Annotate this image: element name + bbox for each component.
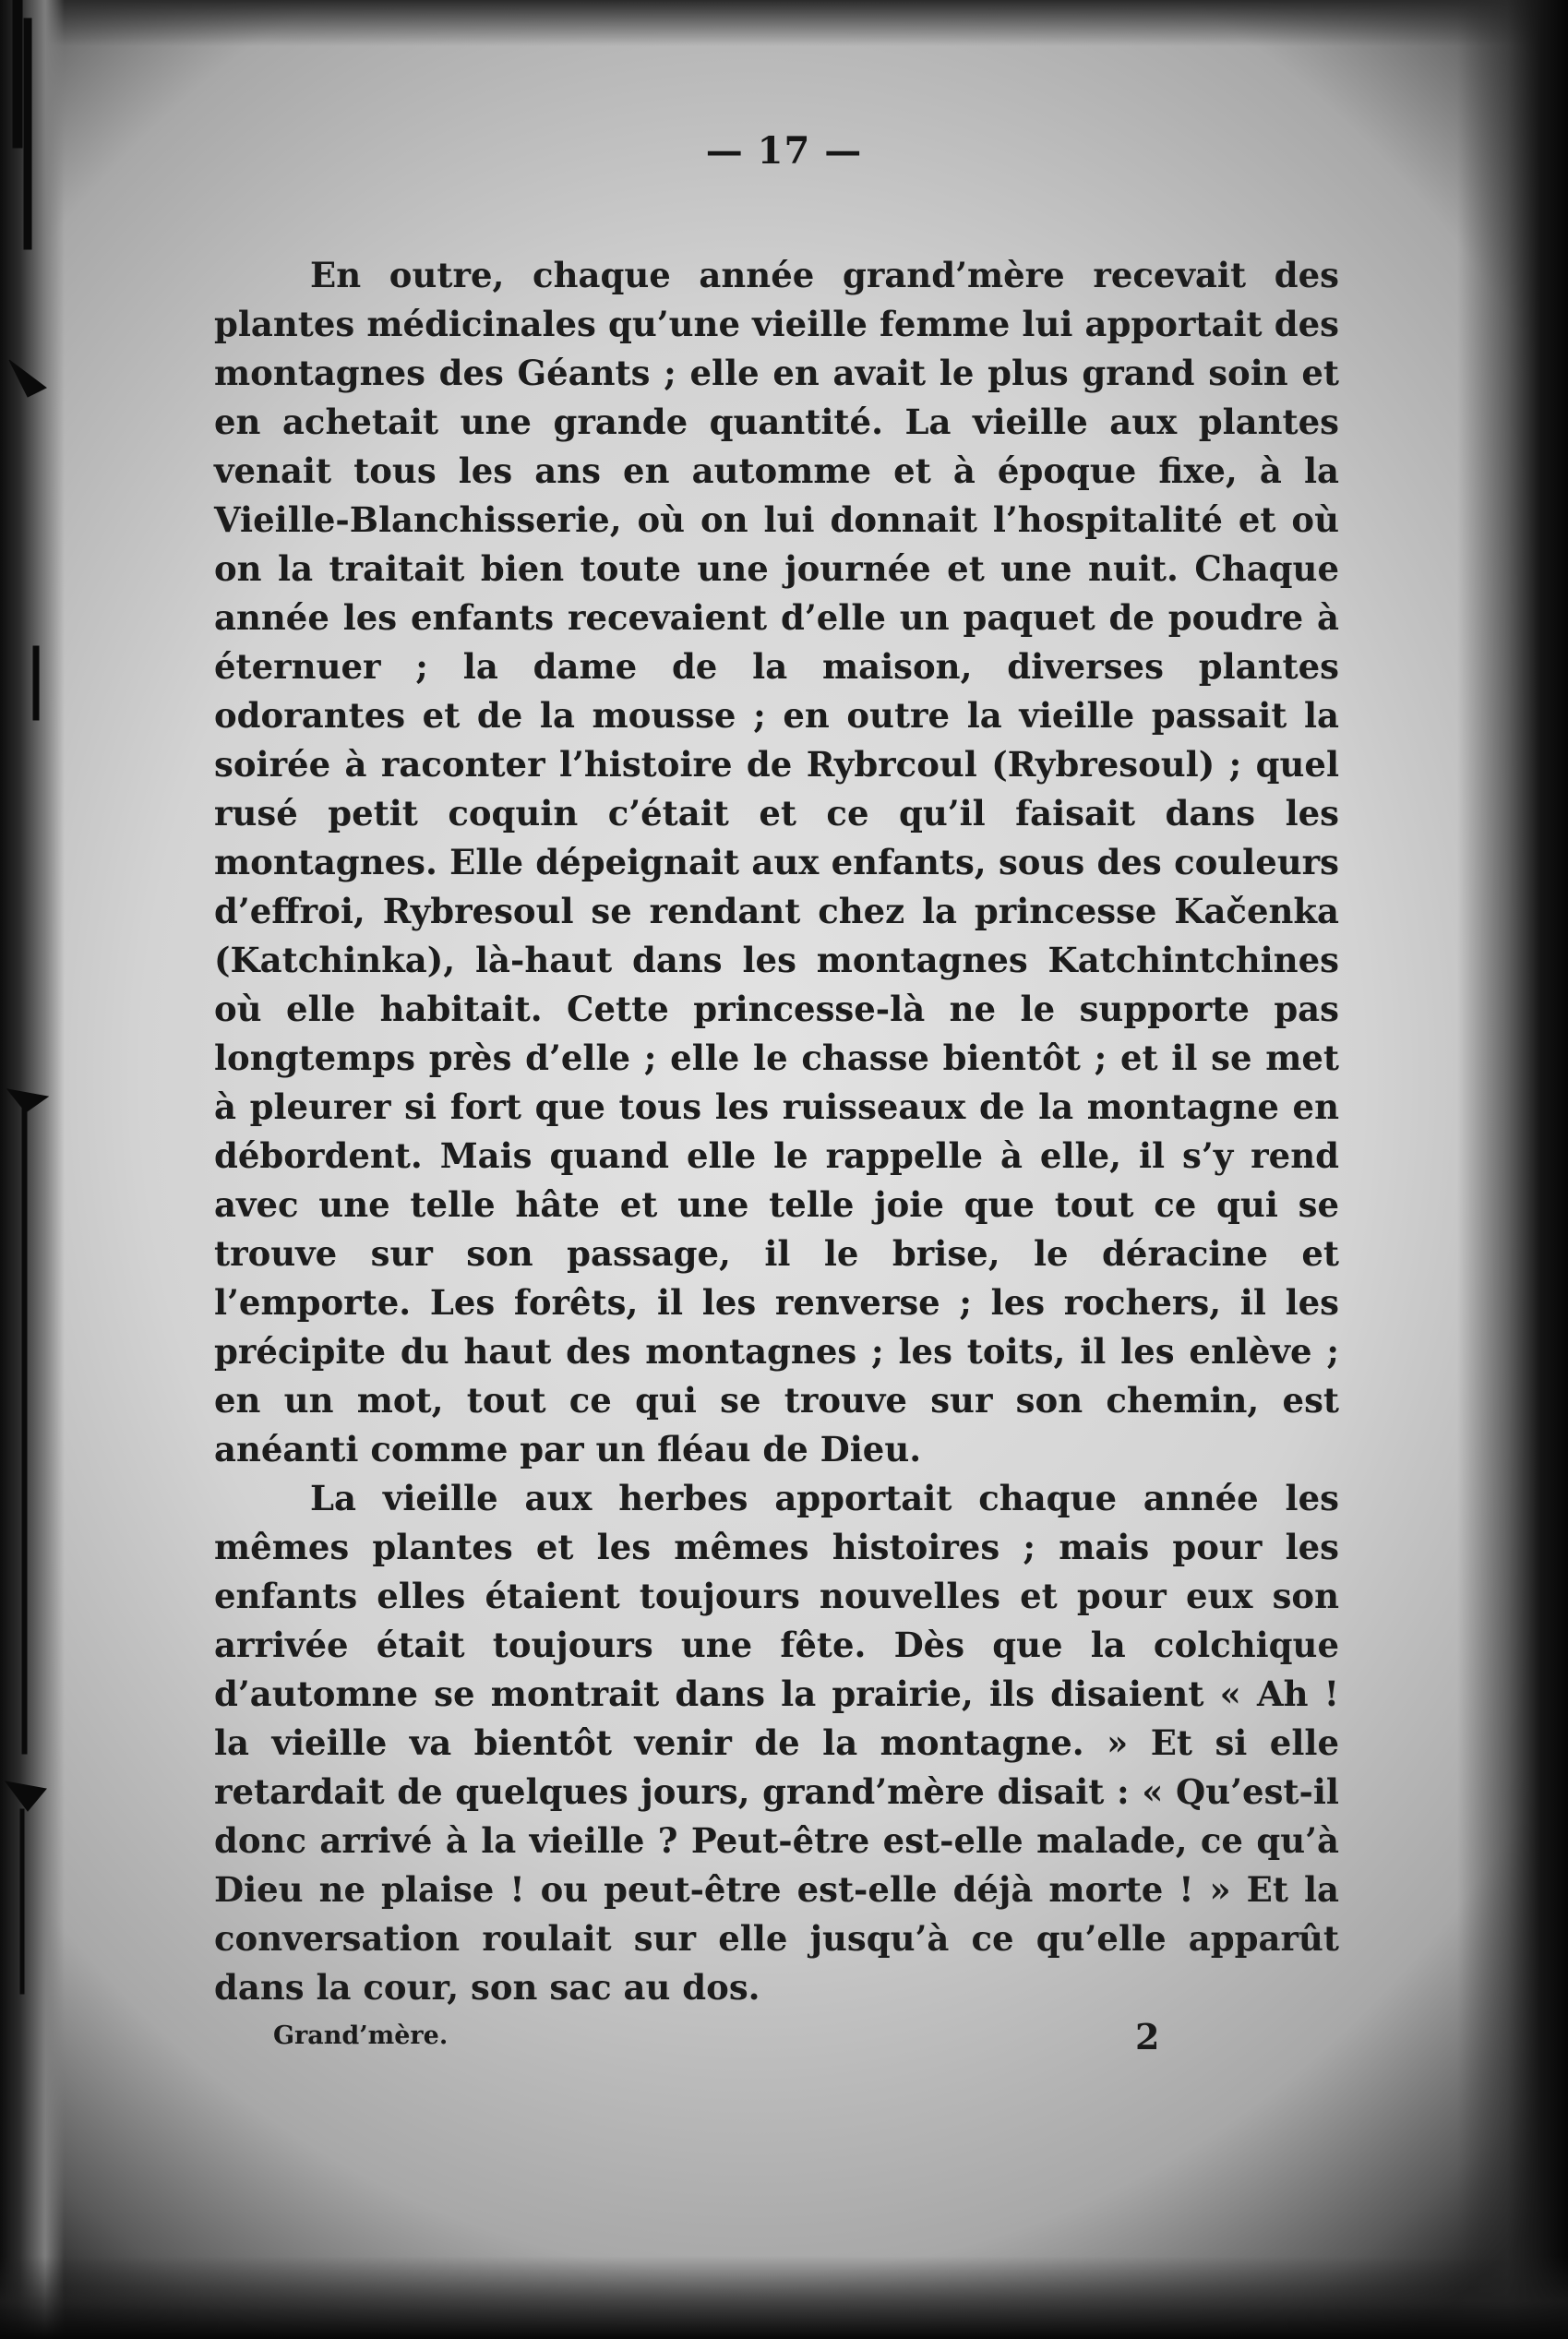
paragraph: La vieille aux herbes apportait chaque année les mêmes plantes et les mêmes histoires ; mais pour les enfants elles étaient toujours nouvelles et pour eux son arrivée était toujours une fête. Dès que la colchique d’automne se montrait dans la prairie, ils disaient « Ah ! la vieille va bientôt venir de la montagne. » Et si elle retardait de quelques jours, grand’mère disait : « Qu’est-il donc arrivé à la vieille ? Peut-être est-elle malade, ce qu’à Dieu ne plaise ! ou peut-être est-elle déjà morte ! » Et la conversation roulait sur elle jusqu’à ce qu’elle apparût dans la cour, son sac au dos.: [214, 1478, 1339, 2008]
running-footer-title: Grand’mère.: [273, 2021, 449, 2050]
page-shadow-right: [1457, 0, 1568, 2339]
page-shadow-top: [0, 0, 1568, 46]
binding-stitch: [33, 646, 39, 720]
binding-stitch: [7, 1089, 48, 1112]
binding-stitch: [6, 1781, 46, 1811]
body-text: [214, 251, 1339, 2012]
binding-stitch: [9, 360, 46, 397]
binding-stitch: [22, 1108, 27, 1754]
page-number: — 17 —: [705, 129, 863, 173]
binding-stitches: [0, 0, 74, 2339]
paragraph: En outre, chaque année grand’mère recevait des plantes médicinales qu’une vieille femme lui apportait des montagnes des Géants ; elle en avait le plus grand soin et en achetait une grande quantité. La vieille aux plantes venait tous les ans en automme et à époque fixe, à la Vieille-Blanchisserie, où on lui donnait l’hospitalité et où on la traitait bien toute une journée et une nuit. Chaque année les enfants recevaient d’elle un paquet de poudre à éternuer ; la dame de la maison, diverses plantes odorantes et de la mousse ; en outre la vieille passait la soirée à raconter l’histoire de Rybrcoul (Rybresoul) ; quel rusé petit coquin c’était et ce qu’il faisait dans les montagnes. Elle dépeignait aux enfants, sous des couleurs d’effroi, Rybresoul se rendant chez la princesse Kačenka (Katchinka), là-haut dans les montagnes Katchintchines où elle habitait. Cette princesse-là ne le supporte pas longtemps près d’elle ; elle le chasse bientôt ; et il se met à pleurer si fort que tous les ruisseaux de la montagne en débordent. Mais quand elle le rappelle à elle, il s’y rend avec une telle hâte et une telle joie que tout ce qui se trouve sur son passage, il le brise, le déracine et l’emporte. Les forêts, il les renverse ; les rochers, il les précipite du haut des montagnes ; les toits, il les enlève ; en un mot, tout ce qui se trouve sur son chemin, est anéanti comme par un fléau de Dieu.: [214, 255, 1339, 1469]
binding-stitch: [13, 0, 22, 148]
signature-mark: 2: [1135, 2016, 1160, 2057]
binding-stitch: [20, 1809, 24, 1994]
page-shadow-bottom: [0, 2256, 1568, 2339]
